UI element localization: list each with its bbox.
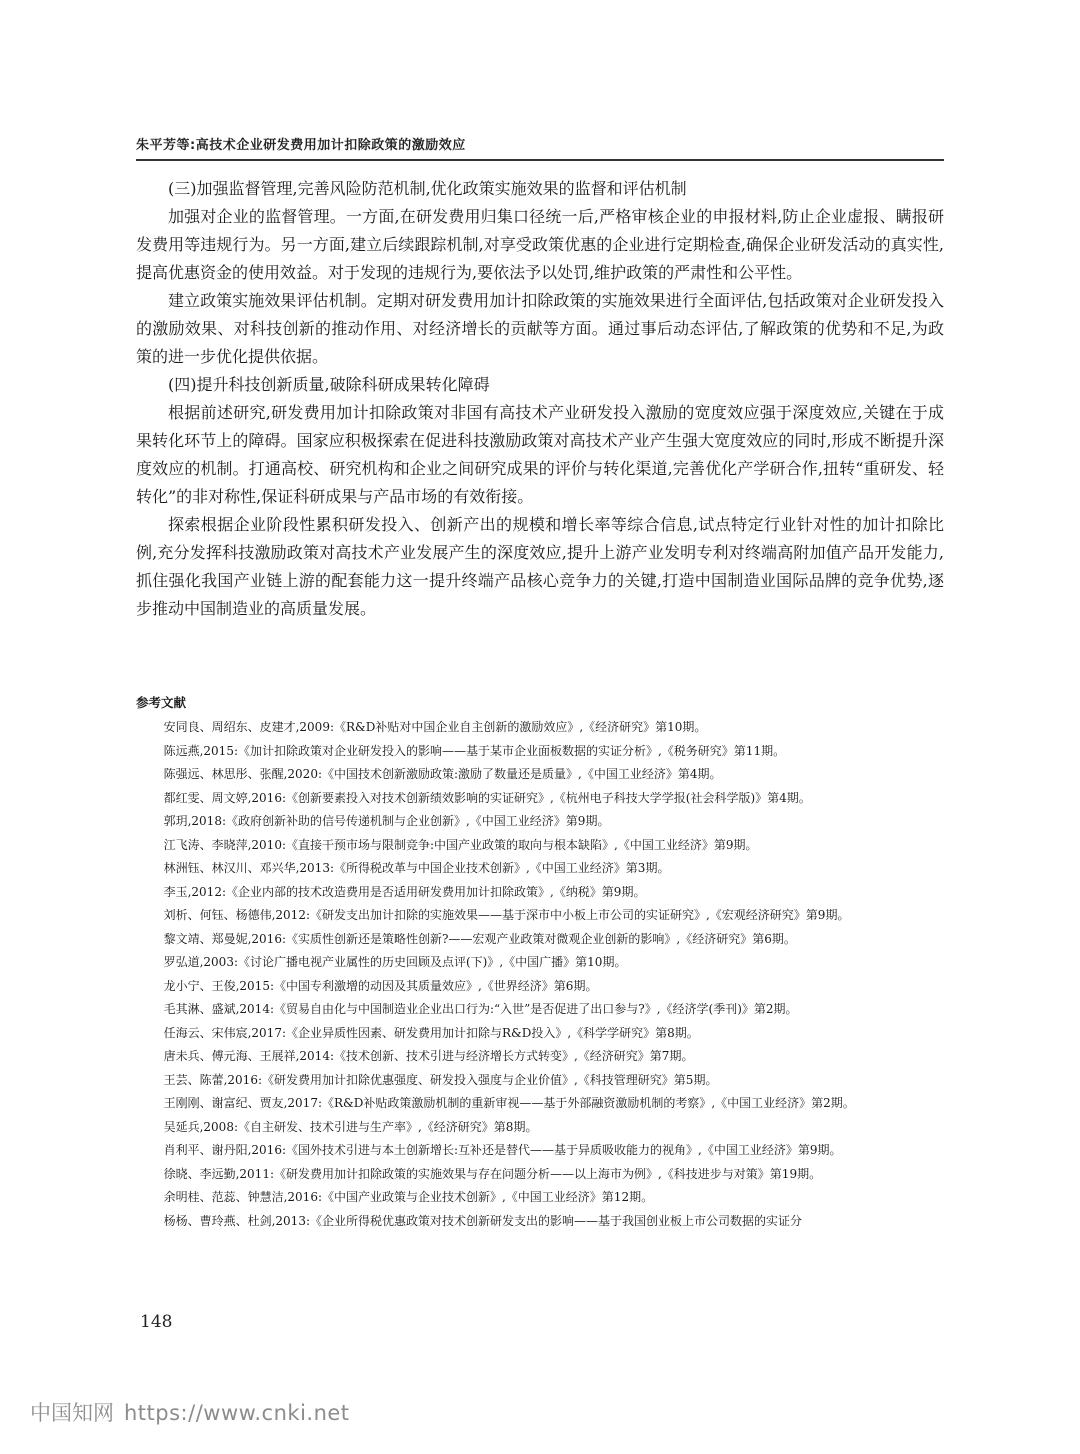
references-title: 参考文献	[136, 695, 187, 710]
reference-item: 林洲钰、林汉川、邓兴华,2013:《所得税改革与中国企业技术创新》,《中国工业经济》第3期。	[163, 861, 670, 875]
reference-item: 唐未兵、傅元海、王展祥,2014:《技术创新、技术引进与经济增长方式转变》,《经济研究》第7期。	[163, 1049, 694, 1063]
reference-item: 罗弘道,2003:《讨论广播电视产业属性的历史回顾及点评(下)》,《中国广播》第10期。	[163, 955, 627, 969]
reference-item: 安同良、周绍东、皮建才,2009:《R&D补贴对中国企业自主创新的激励效应》,《经济研究》第10期。	[163, 720, 707, 734]
reference-item: 肖利平、谢丹阳,2016:《国外技术引进与本土创新增长:互补还是替代——基于异质吸收能力的视角》,《中国工业经济》第9期。	[163, 1143, 842, 1157]
watermark-brand: 中国知网	[30, 1401, 114, 1425]
reference-item: 陈强远、林思彤、张醒,2020:《中国技术创新激励政策:激励了数量还是质量》,《中国工业经济》第4期。	[163, 767, 722, 781]
reference-item: 吴延兵,2008:《自主研发、技术引进与生产率》,《经济研究》第8期。	[163, 1119, 538, 1134]
reference-item: 陈远燕,2015:《加计扣除政策对企业研发投入的影响——基于某市企业面板数据的实证分析》,《税务研究》第11期。	[163, 743, 786, 758]
running-head: 朱平芳等:高技术企业研发费用加计扣除政策的激励效应	[136, 134, 944, 161]
reference-item: 任海云、宋伟宸,2017:《企业异质性因素、研发费用加计扣除与R&D投入》,《科学学研究》第8期。	[163, 1025, 699, 1040]
body-text	[136, 175, 944, 623]
body-paragraph: 加强对企业的监督管理。一方面,在研发费用归集口径统一后,严格审核企业的申报材料,防止企业虚报、瞒报研发费用等违规行为。另一方面,建立后续跟踪机制,对享受政策优惠的企业进行定期检查,确保企业研发活动的真实性,提高优惠资金的使用效益。对于发现的违规行为,要依法予以处罚,维护政策的严肃性和公平性。	[136, 207, 944, 282]
reference-item: 杨杨、曹玲燕、杜剑,2013:《企业所得税优惠政策对技术创新研发支出的影响——基于我国创业板上市公司数据的实证分	[163, 1213, 802, 1228]
reference-item: 余明桂、范蕊、钟慧洁,2016:《中国产业政策与企业技术创新》,《中国工业经济》第12期。	[163, 1190, 654, 1204]
reference-item: 李玉,2012:《企业内部的技术改造费用是否适用研发费用加计扣除政策》,《纳税》第9期。	[163, 884, 646, 899]
watermark-url[interactable]: https://www.cnki.net	[124, 1401, 350, 1425]
references-section	[136, 692, 944, 1233]
reference-item: 江飞涛、李晓萍,2010:《直接干预市场与限制竞争:中国产业政策的取向与根本缺陷》,《中国工业经济》第9期。	[163, 837, 758, 852]
reference-item: 徐晓、李远勤,2011:《研发费用加计扣除政策的实施效果与存在问题分析——以上海市为例》,《科技进步与对策》第19期。	[163, 1166, 822, 1181]
body-paragraph: 建立政策实施效果评估机制。定期对研发费用加计扣除政策的实施效果进行全面评估,包括政策对企业研发投入的激励效果、对科技创新的推动作用、对经济增长的贡献等方面。通过事后动态评估,了解政策的优势和不足,为政策的进一步优化提供依据。	[136, 291, 944, 366]
reference-item: 毛其淋、盛斌,2014:《贸易自由化与中国制造业企业出口行为:“入世”是否促进了出口参与?》,《经济学(季刊)》第2期。	[163, 1002, 798, 1016]
reference-item: 王刚刚、谢富纪、贾友,2017:《R&D补贴政策激励机制的重新审视——基于外部融资激励机制的考察》,《中国工业经济》第2期。	[163, 1096, 855, 1110]
page-number: 148	[140, 1312, 173, 1332]
section-heading-4: (四)提升科技创新质量,破除科研成果转化障碍	[168, 375, 490, 394]
reference-item: 刘析、何钰、杨德伟,2012:《研发支出加计扣除的实施效果——基于深市中小板上市公司的实证研究》,《宏观经济研究》第9期。	[163, 908, 850, 922]
body-paragraph: 探索根据企业阶段性累积研发投入、创新产出的规模和增长率等综合信息,试点特定行业针对性的加计扣除比例,充分发挥科技激励政策对高技术产业发展产生的深度效应,提升上游产业发明专利对终端高附加值产品开发能力,抓住强化我国产业链上游的配套能力这一提升终端产品核心竞争力的关键,打造中国制造业国际品牌的竞争优势,逐步推动中国制造业的高质量发展。	[136, 515, 944, 618]
reference-item: 郭玥,2018:《政府创新补助的信号传递机制与企业创新》,《中国工业经济》第9期。	[163, 814, 610, 828]
reference-item: 龙小宁、王俊,2015:《中国专利激增的动因及其质量效应》,《世界经济》第6期。	[163, 978, 598, 993]
cnki-watermark[interactable]	[30, 1397, 350, 1427]
reference-item: 黎文靖、郑曼妮,2016:《实质性创新还是策略性创新?——宏观产业政策对微观企业创新的影响》,《经济研究》第6期。	[163, 931, 796, 946]
section-heading-3: (三)加强监督管理,完善风险防范机制,优化政策实施效果的监督和评估机制	[168, 179, 687, 198]
reference-item: 都红雯、周文婷,2016:《创新要素投入对技术创新绩效影响的实证研究》,《杭州电子科技大学学报(社会科学版)》第4期。	[163, 790, 811, 805]
body-paragraph: 根据前述研究,研发费用加计扣除政策对非国有高技术产业研发投入激励的宽度效应强于深度效应,关键在于成果转化环节上的障碍。国家应积极探索在促进科技激励政策对高技术产业产生强大宽度效应的同时,形成不断提升深度效应的机制。打通高校、研究机构和企业之间研究成果的评价与转化渠道,完善优化产学研合作,扭转“重研发、轻转化”的非对称性,保证科研成果与产品市场的有效衔接。	[136, 403, 944, 506]
reference-item: 王芸、陈蕾,2016:《研发费用加计扣除优惠强度、研发投入强度与企业价值》,《科技管理研究》第5期。	[163, 1072, 718, 1087]
